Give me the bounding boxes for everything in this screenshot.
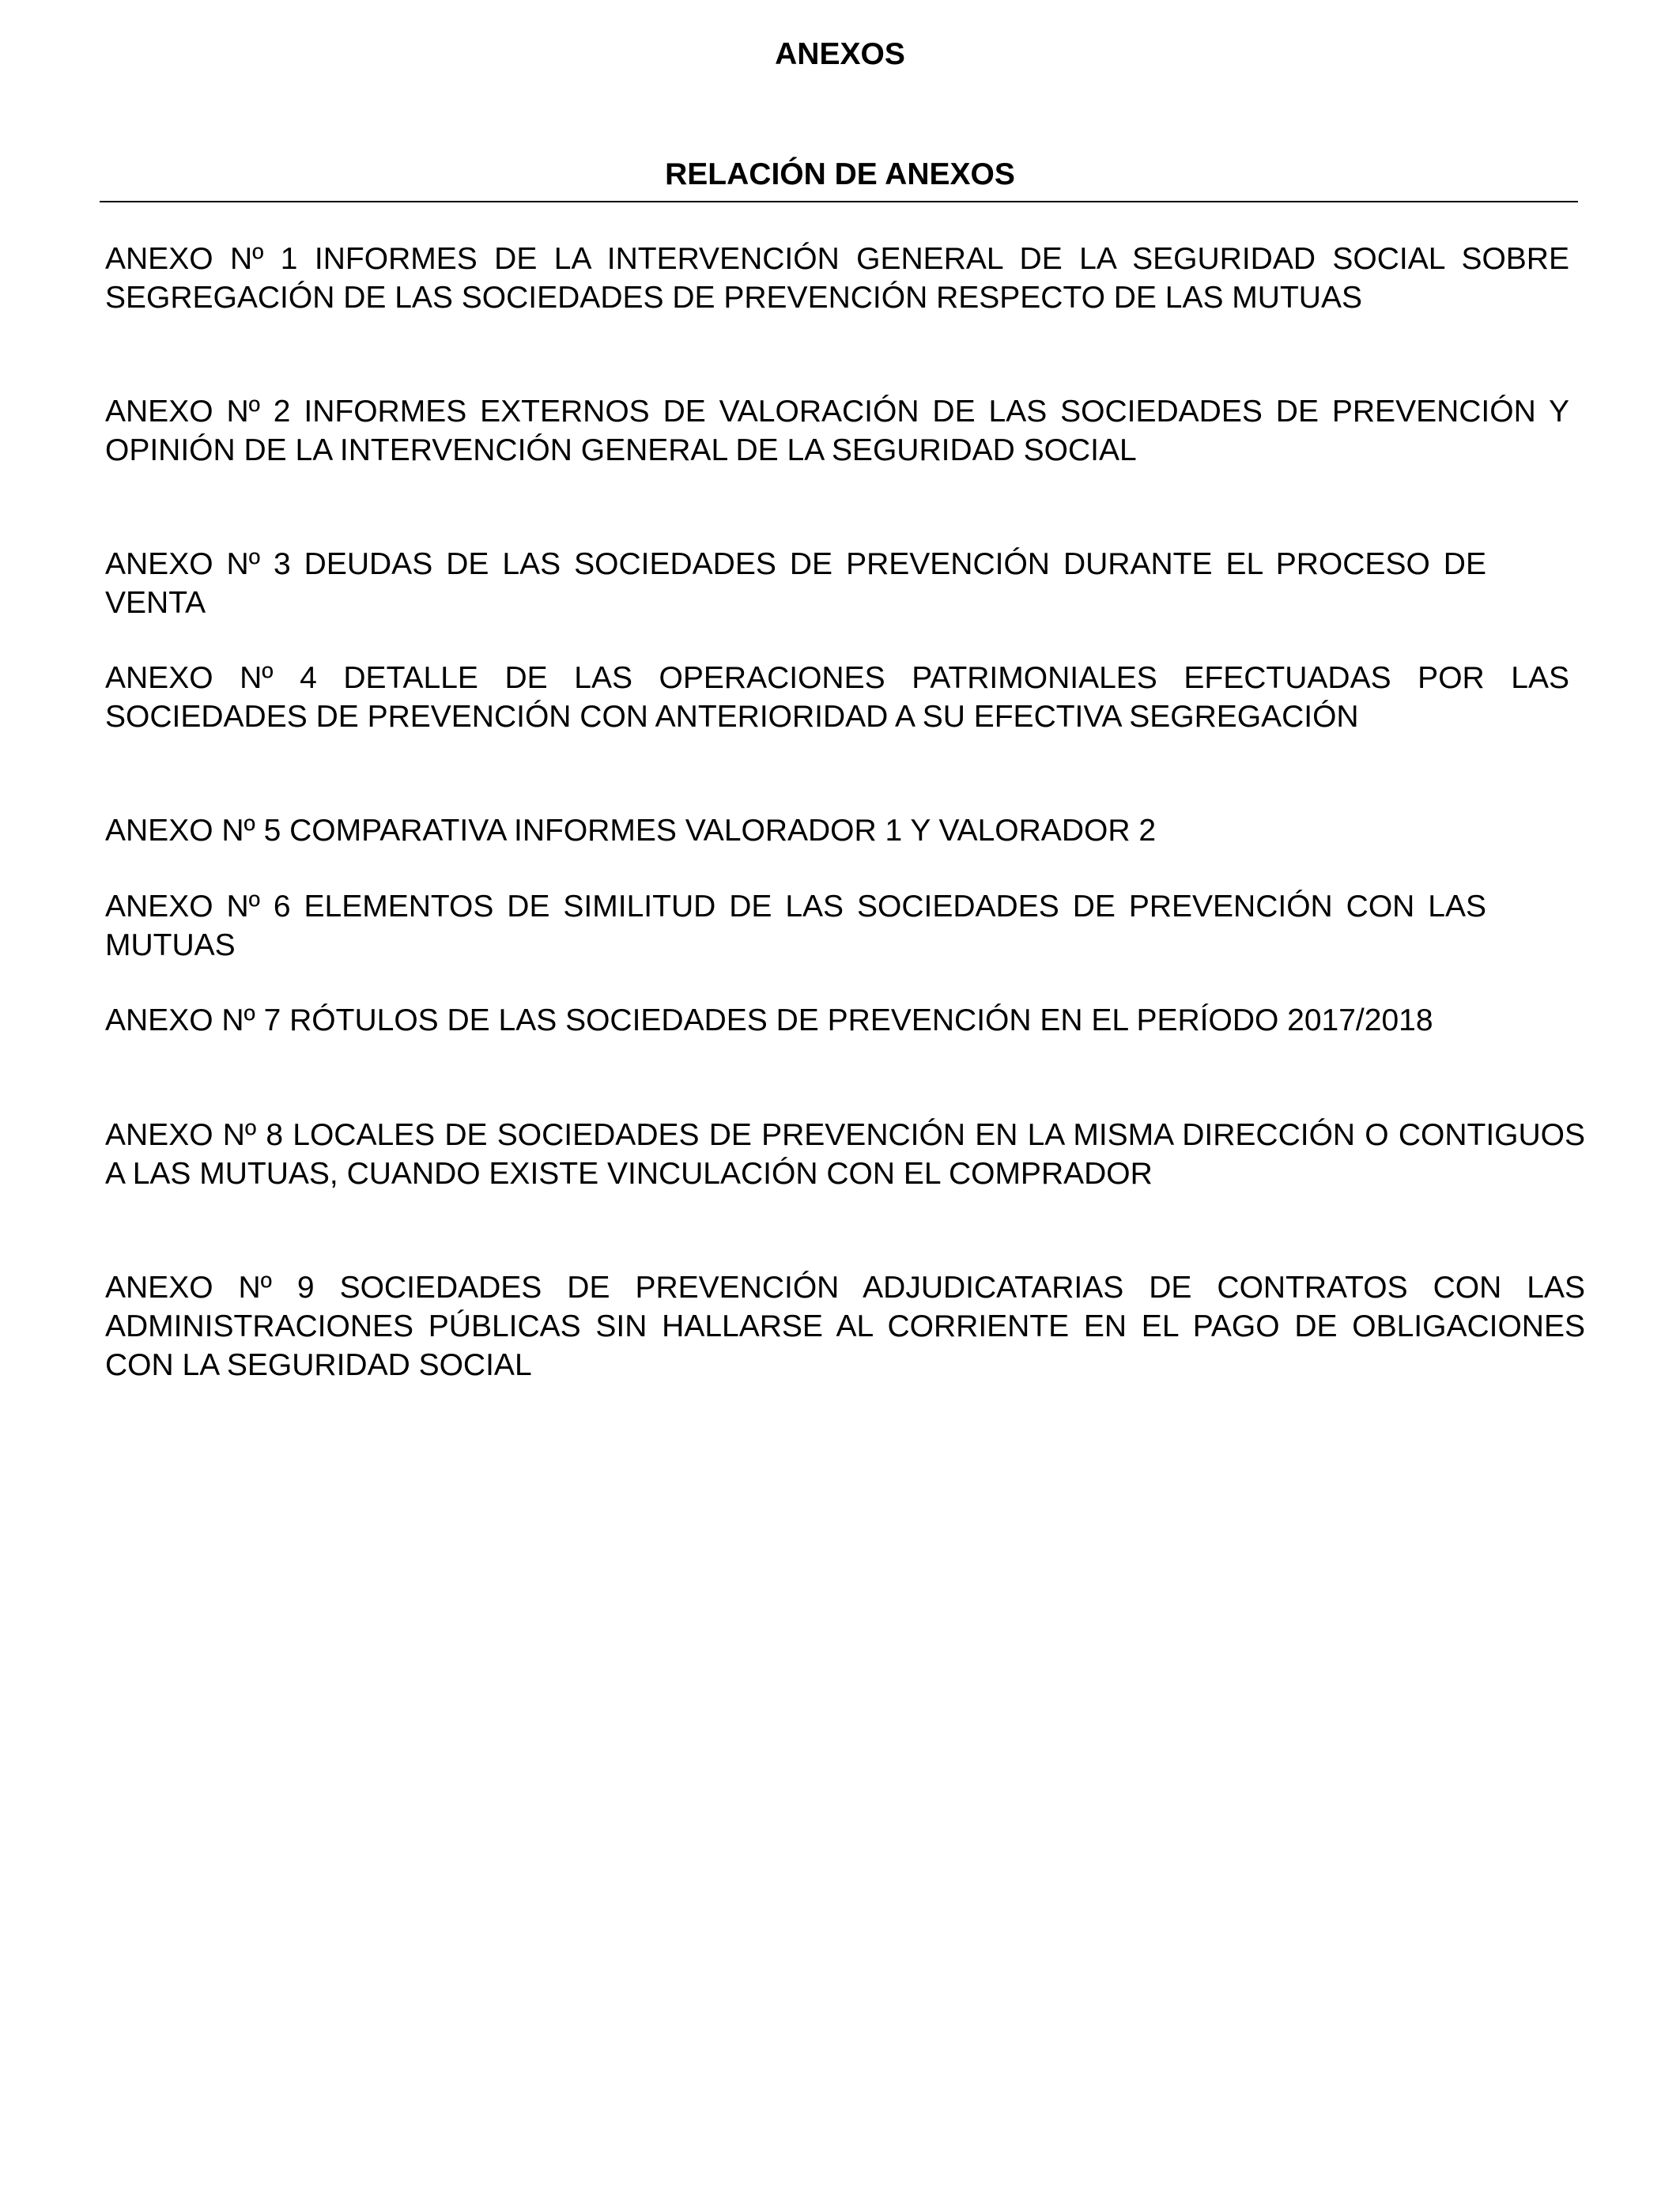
page-title: ANEXOS	[775, 37, 905, 71]
annex-item-2: ANEXO Nº 2 INFORMES EXTERNOS DE VALORACIÓN DE LAS SOCIEDADES DE PREVENCIÓN Y OPINIÓN DE LA INTERVENCIÓN GENERAL DE LA SEGURIDAD SOCIAL	[105, 395, 1569, 467]
annex-item-8: ANEXO Nº 8 LOCALES DE SOCIEDADES DE PREVENCIÓN EN LA MISMA DIRECCIÓN O CONTIGUOS A LAS MUTUAS, CUANDO EXISTE VINCULACIÓN CON EL COMPRADOR	[105, 1118, 1585, 1191]
annex-item-6: ANEXO Nº 6 ELEMENTOS DE SIMILITUD DE LAS SOCIEDADES DE PREVENCIÓN CON LAS MUTUAS	[105, 890, 1486, 962]
annex-item-4: ANEXO Nº 4 DETALLE DE LAS OPERACIONES PATRIMONIALES EFECTUADAS POR LAS SOCIEDADES DE PREVENCIÓN CON ANTERIORIDAD A SU EFECTIVA SEGREGACIÓN	[105, 661, 1569, 734]
heading-divider	[100, 201, 1578, 202]
annex-item-5: ANEXO Nº 5 COMPARATIVA INFORMES VALORADOR 1 Y VALORADOR 2	[105, 814, 1157, 848]
annex-item-3: ANEXO Nº 3 DEUDAS DE LAS SOCIEDADES DE PREVENCIÓN DURANTE EL PROCESO DE VENTA	[105, 547, 1486, 620]
annex-item-7: ANEXO Nº 7 RÓTULOS DE LAS SOCIEDADES DE PREVENCIÓN EN EL PERÍODO 2017/2018	[105, 1003, 1433, 1037]
annex-item-9: ANEXO Nº 9 SOCIEDADES DE PREVENCIÓN ADJUDICATARIAS DE CONTRATOS CON LAS ADMINISTRACIONES PÚBLICAS SIN HALLARSE AL CORRIENTE EN EL PAGO DE OBLIGACIONES CON LA SEGURIDAD SOCIAL	[105, 1271, 1585, 1382]
annex-item-1: ANEXO Nº 1 INFORMES DE LA INTERVENCIÓN GENERAL DE LA SEGURIDAD SOCIAL SOBRE SEGREGACIÓN DE LAS SOCIEDADES DE PREVENCIÓN RESPECTO DE LAS MUTUAS	[105, 242, 1569, 315]
section-heading: RELACIÓN DE ANEXOS	[665, 157, 1015, 191]
